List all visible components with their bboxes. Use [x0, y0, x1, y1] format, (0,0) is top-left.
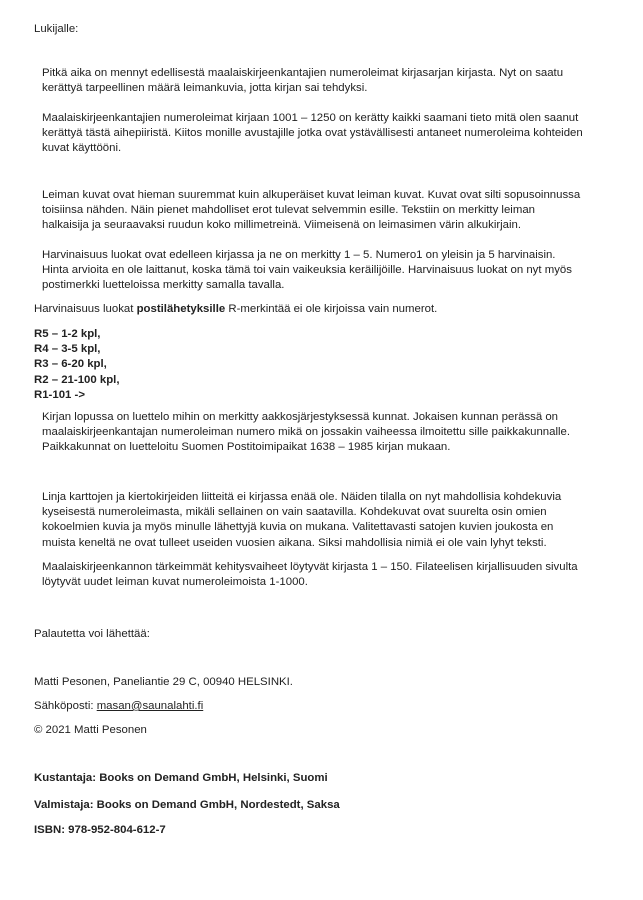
- rarity-class-item: R4 – 3-5 kpl,: [34, 343, 101, 356]
- contact-address: Matti Pesonen, Paneliantie 29 C, 00940 HELSINKI.: [34, 676, 293, 688]
- text-line: Harvinaisuus luokat ovat edelleen kirjassa ja ne on merkitty 1 – 5. Numero1 on yleisin ja 5 harvinaisin.: [42, 249, 556, 261]
- text-line: maalaiskirjeenkantajan numeroleiman numero mikä on jossakin vaiheessa ilmoitettu sille paikkakunnalle.: [42, 426, 571, 439]
- rarity-class-item: R1-101 ->: [34, 388, 85, 401]
- intro-paragraph-2: [34, 111, 624, 157]
- images-paragraph-2: [34, 248, 624, 294]
- text-line: Kirjan lopussa on luettelo mihin on merkitty aakkosjärjestyksessä kunnat. Jokaisen kunnan perässä on: [42, 411, 559, 423]
- rarity-intro-text: Harvinaisuus luokat: [34, 303, 137, 315]
- isbn: ISBN: 978-952-804-612-7: [34, 824, 166, 836]
- text-line: Leiman kuvat ovat hieman suuremmat kuin alkuperäiset kuvat leiman kuvat. Kuvat ovat silti sopusoinnussa: [42, 189, 581, 201]
- manufacturer: Valmistaja: Books on Demand GmbH, Nordestedt, Saksa: [34, 799, 340, 811]
- text-line: toisiinsa nähden. Näin pienet mahdolliset erot tulevat selvemmin esille. Tekstiin on merkitty leiman: [42, 204, 535, 217]
- publisher: Kustantaja: Books on Demand GmbH, Helsinki, Suomi: [34, 772, 328, 784]
- rarity-intro-text-end: R-merkintää ei ole kirjoissa vain numerot.: [225, 303, 438, 315]
- text-line: löytyvät uudet leiman kuvat numeroleimoista 1-1000.: [42, 576, 308, 589]
- text-line: Paikkakunnat on luetteloitu Suomen Postitoimipaikat 1638 – 1985 kirjan mukaan.: [42, 441, 451, 454]
- text-line: halkaisija ja seuraavaksi ruudun koko millimetreinä. Viimeisenä on leimasimen värin alkukirjain.: [42, 219, 522, 232]
- email-label: Sähköposti:: [34, 700, 97, 712]
- intro-paragraph-1: [34, 66, 624, 96]
- copyright: © 2021 Matti Pesonen: [34, 724, 147, 736]
- text-line: kerättyä tarpeellinen määrä leimankuvia, jotta kirjan sai tehdyksi.: [42, 82, 368, 95]
- municipalities-paragraph: [34, 410, 624, 456]
- email-link[interactable]: masan@saunalahti.fi: [96, 700, 204, 712]
- rarity-intro: [34, 302, 624, 317]
- text-line: muista keneltä ne ovat tulleet useiden vuosien aikana. Siksi mahdollisia nimiä ei ole vain lyhyt teksti.: [42, 536, 547, 549]
- text-line: kuvat käyttööni.: [42, 142, 122, 155]
- contact-email-line: [34, 699, 624, 714]
- images-paragraph-1: [34, 188, 624, 234]
- text-line: Linja karttojen ja kiertokirjeiden liitteitä ei kirjassa enää ole. Näiden tilalla on nyt mahdollisia kohdekuvia: [42, 491, 562, 503]
- cards-paragraph-1: [34, 490, 624, 551]
- rarity-intro-bold: postilähetyksille: [136, 303, 226, 315]
- text-line: Maalaiskirjeenkannon tärkeimmät kehitysvaiheet löytyvät kirjasta 1 – 150. Filateelisen kirjallisuuden sivulta: [42, 561, 578, 573]
- rarity-class-item: R3 – 6-20 kpl,: [34, 358, 107, 371]
- text-line: kyseisestä numeroleimasta, mikäli sellainen on vain saatavilla. Kohdekuvat ovat suurelta osin omien: [42, 506, 547, 519]
- cards-paragraph-2: [34, 560, 624, 590]
- text-line: postimerkki luetteloissa merkitty samalla tavalla.: [42, 279, 285, 292]
- text-line: Hinta arvioita en ole laittanut, koska tämä toi vain vaikeuksia keräilijöille. Harvinaisuus luokat on nyt myös: [42, 264, 572, 277]
- rarity-class-item: R5 – 1-2 kpl,: [34, 328, 101, 340]
- rarity-class-item: R2 – 21-100 kpl,: [34, 373, 120, 386]
- greeting: Lukijalle:: [34, 23, 79, 35]
- feedback-heading: Palautetta voi lähettää:: [34, 628, 150, 640]
- text-line: Pitkä aika on mennyt edellisestä maalaiskirjeenkantajien numeroleimat kirjasarjan kirjasta. Nyt on saatu: [42, 67, 564, 79]
- text-line: kokoelmien kuvia ja myös minulle lähettyjä kuvia on mukana. Valitettavasti satojen kuvien joukosta en: [42, 521, 554, 534]
- rarity-class-list: [34, 327, 624, 403]
- text-line: Maalaiskirjeenkantajien numeroleimat kirjaan 1001 – 1250 on kerätty kaikki saamani tieto mitä olen saanut: [42, 112, 579, 124]
- text-line: kerättyä tästä aihepiiristä. Kiitos monille avustajille jotka ovat ystävällisesti antaneet numeroleima kohteiden: [42, 127, 583, 140]
